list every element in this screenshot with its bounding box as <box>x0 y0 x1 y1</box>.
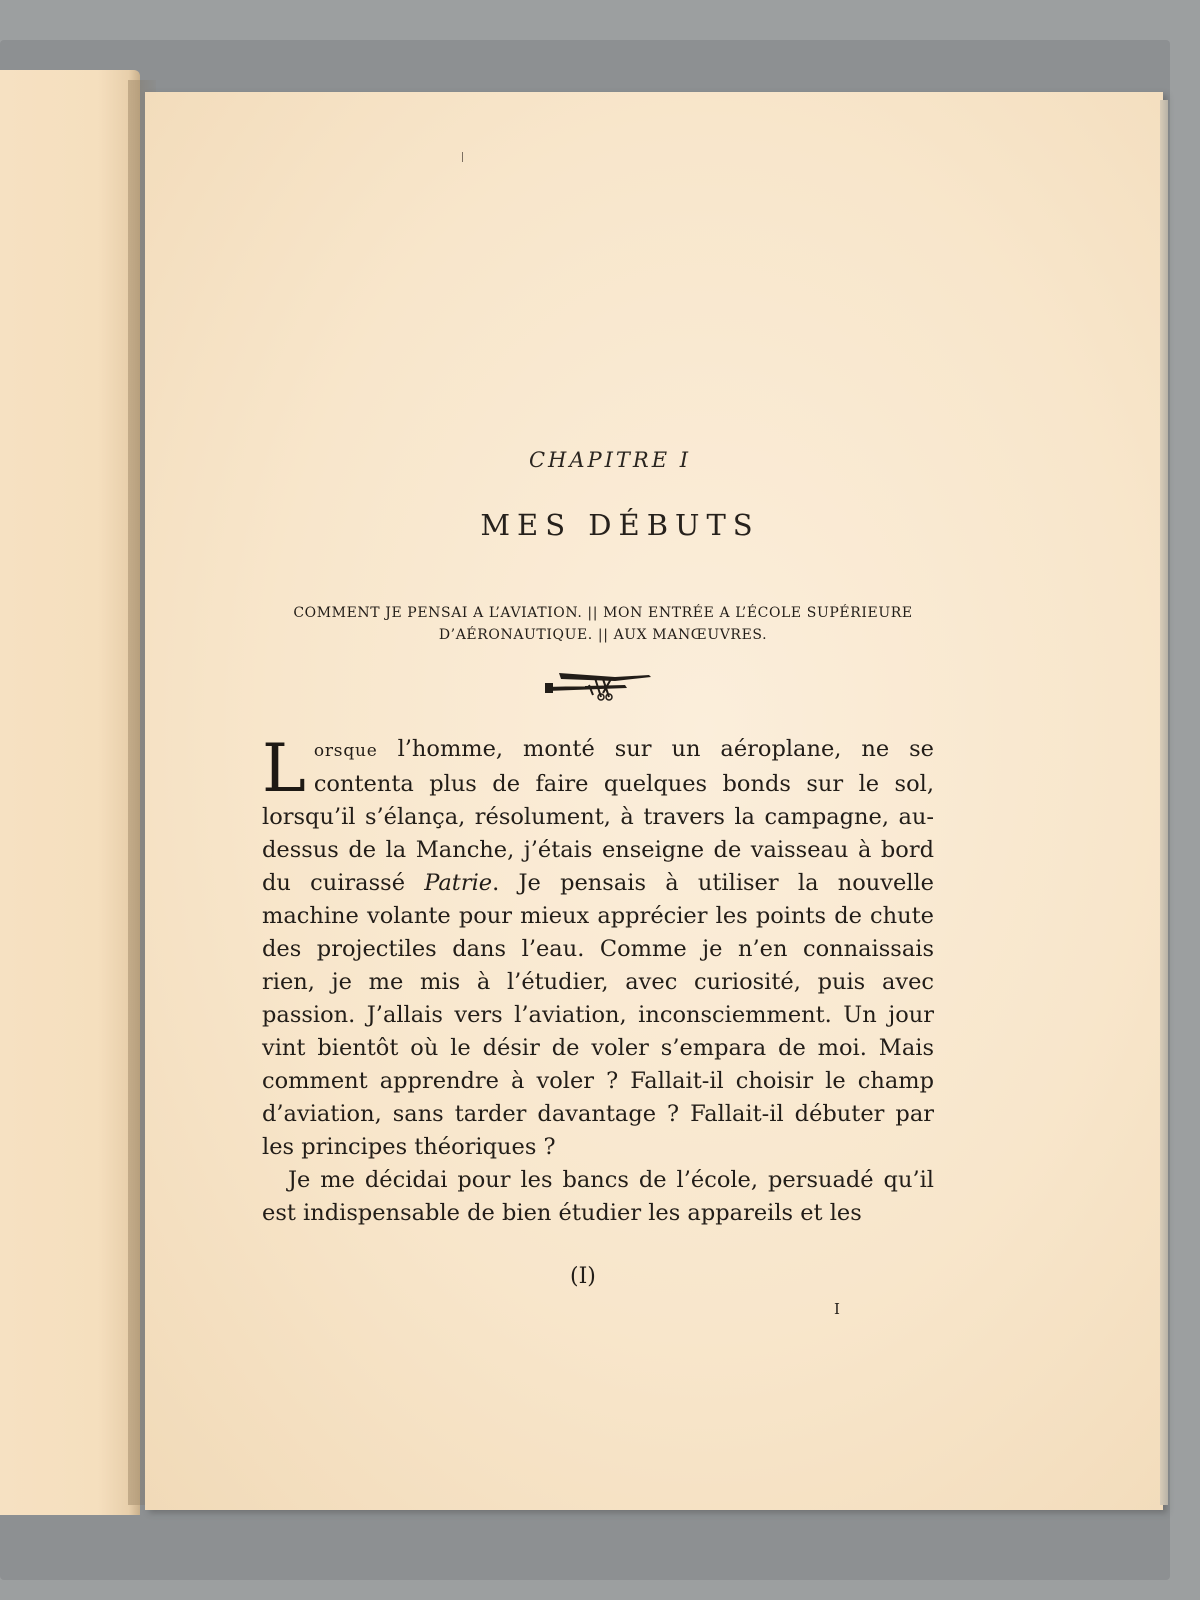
chapter-summary <box>268 602 938 646</box>
summary-line-1: COMMENT JE PENSAI A L’AVIATION. || MON ENTRÉE A L’ÉCOLE SUPÉRIEURE <box>293 605 913 621</box>
chapter-label: CHAPITRE I <box>528 448 692 472</box>
first-word-smallcaps: orsque <box>313 741 378 761</box>
airplane-ornament-icon <box>545 665 665 701</box>
page-edge <box>1160 100 1168 1505</box>
drop-cap: L <box>262 730 306 807</box>
paragraph-1 <box>262 730 934 1164</box>
paragraph-2: Je me décidai pour les bancs de l’école, persuadé qu’il est indispensable de bien étudier les appareils et les <box>262 1167 934 1226</box>
chapter-title: MES DÉBUTS <box>480 508 760 542</box>
ship-name: Patrie <box>424 870 493 896</box>
page-number: (I) <box>570 1264 596 1289</box>
paragraph-1-text-b: . Je pensais à utiliser la nouvelle machine volante pour mieux apprécier les points de chute des projectiles dans l’eau. Comme je n’en connaissais rien, je me mis à l’étudier, avec curiosité, puis avec passion. J’allais vers l’aviation, inconsciemment. Un jour vint bientôt où le désir de voler s’empara de moi. Mais comment apprendre à voler ? Fallait-il choisir le champ d’aviation, sans tarder davantage ? Fallait-il débuter par les principes théoriques ? <box>262 870 934 1160</box>
chapter-body <box>262 730 934 1230</box>
summary-line-2: D’AÉRONAUTIQUE. || AUX MANŒUVRES. <box>438 627 768 643</box>
signature-mark: I <box>834 1300 840 1318</box>
paragraph-1-text-a: l’homme, monté sur un aéroplane, ne se contenta plus de faire quelques bonds sur le sol, lorsqu’il s’élança, résolument, à travers la campagne, au-dessus de la Manche, j’étais enseigne de vaisseau à bord du cuirassé <box>262 736 934 896</box>
pencil-mark <box>462 152 463 162</box>
left-page <box>0 70 140 1515</box>
